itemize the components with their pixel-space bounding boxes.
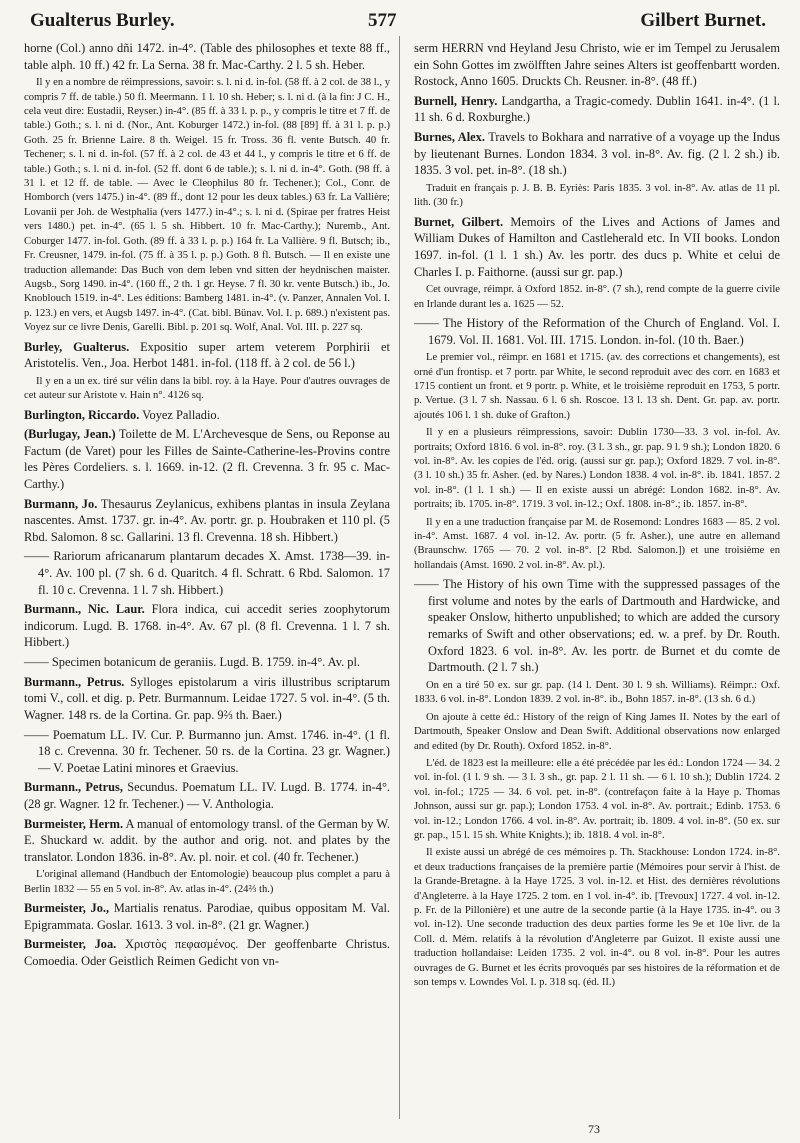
entry-headword: Burmeister, Joa. bbox=[24, 937, 117, 952]
catalog-entry bbox=[414, 214, 780, 280]
catalog-entry bbox=[24, 426, 390, 492]
entry-headword: Burmann, Jo. bbox=[24, 496, 98, 511]
catalog-entry bbox=[24, 654, 390, 671]
entry-text: Voyez Palladio. bbox=[139, 407, 220, 422]
entry-headword: Burlington, Riccardo. bbox=[24, 407, 140, 422]
catalog-entry bbox=[24, 674, 390, 724]
column-divider bbox=[399, 36, 400, 1119]
entry-text: Travels to Bokhara and narrative of a voyage up the Indus by lieutenant Burnes. London 1834. 3 vol. in-8°. Av. fig. (2 l. 2 sh.) ib. 1835. 3 vol. pet. in-8°. (18 sh.) bbox=[414, 130, 780, 178]
entry-text: Martialis renatus. Parodiae, quibus oppositam M. Val. Epigrammata. Goslar. 1613. 3 vol. in-8°. (21 gr. Wagner.) bbox=[24, 901, 391, 932]
entry-headword: (Burlugay, Jean.) bbox=[24, 427, 116, 442]
entry-text: L'original allemand (Handbuch der Entomologie) beaucoup plus complet a paru à Berlin 1832 — 55 en 5 vol. in-8°. Av. atlas in-4°. (24⅔ th.) bbox=[24, 869, 390, 895]
entry-text: Toilette de M. L'Archevesque de Sens, ou Reponse au Factum (de Varet) pour les Filles de Sainte-Catherine-les-Provins contre les Pères Cordeliers. s. l. 1669. in-12. (2 fl. Crevenna. 3 fr. 95 c. Mac-Carthy.) bbox=[24, 427, 390, 491]
entry-text: Il y en a une traduction française par M. de Rosemond: Londres 1683 — 85. 2 vol. in-4°. Amst. 1687. 4 vol. in-12. Av. portr. (5 fr. Asher.), une autre en allemand (Braunschw. 1765 — 70. 2 vol. in-8°. [2 Rbd. Salomon.]) et une troisième en hollandais (Amst. 1690. 2 vol. in-8°. Av. pl.). bbox=[414, 516, 780, 571]
entry-headword: Burmeister, Herm. bbox=[24, 816, 124, 831]
entry-text: horne (Col.) anno dñi 1472. in-4°. (Table des philosophes et texte 88 ff., table alph. 10 ff.) 42 fr. La Serna. 38 fr. Mac-Carthy. 2 l. 5 sh. Heber. bbox=[24, 41, 390, 72]
left-running-title: Gualterus Burley. bbox=[30, 10, 175, 31]
entry-headword: Burnet, Gilbert. bbox=[414, 214, 504, 229]
entry-text: A manual of entomology transl. of the German by W. E. Shuckard w. addit. by the author and orig. not. and plates by the translator. London 1836. in-8°. Av. pl. noir. et col. (40 fr. Techener.) bbox=[24, 816, 390, 864]
catalog-note bbox=[414, 757, 780, 843]
catalog-note bbox=[24, 868, 390, 897]
entry-text: —— Specimen botanicum de geraniis. Lugd. B. 1759. in-4°. Av. pl. bbox=[24, 655, 361, 670]
catalog-entry bbox=[24, 407, 390, 424]
left-column bbox=[24, 40, 390, 973]
catalog-note bbox=[414, 679, 780, 708]
entry-text: —— Rariorum africanarum plantarum decades X. Amst. 1738—39. in-4°. Av. 100 pl. (7 sh. 6 d. Quaritch. 4 fl. Schratt. 6 Rbd. Salomon. 17 fl. 10 c. Crevenna. 1 l. 7 sh. Hibbert.) bbox=[24, 549, 390, 597]
entry-text: Memoirs of the Lives and Actions of James and William Dukes of Hamilton and Castleherald etc. In VII books. London 1697. in-fol. (1 l. 1 sh.) Av. les portr. des ducs p. White et celui de Charles I. p. Faithorne. (aussi sur gr. pap.) bbox=[414, 214, 780, 279]
catalog-entry bbox=[414, 93, 780, 126]
entry-text: Flora indica, cui accedit series zoophytorum indicorum. Lugd. B. 1768. in-4°. Av. 67 pl. (8 fl. Crevenna. 1 l. 7 sh. Hibbert.) bbox=[24, 602, 390, 650]
catalog-entry bbox=[24, 900, 390, 933]
catalog-note bbox=[24, 375, 390, 404]
catalog-note bbox=[414, 846, 780, 990]
entry-text: —— The History of the Reformation of the Church of England. Vol. I. 1679. Vol. II. 1681. Vol. III. 1715. London. in-fol. (10 th. Baer.) bbox=[414, 315, 780, 347]
entry-text: —— The History of his own Time with the suppressed passages of the first volume and notes by the earls of Dartmouth and Hardwicke, and speaker Onslow, hitherto unpublished; to which are added the cursory remarks of Swift and other observations; ed. w. a pref. by Dr. Routh. Oxford 1823. 6 vol. in-8°. Av. les portr. de Burnet et du comte de Dartmouth. (2 l. 7 sh.) bbox=[414, 577, 780, 675]
catalog-entry bbox=[24, 936, 390, 969]
entry-headword: Burmann., Petrus. bbox=[24, 674, 125, 689]
catalog-entry bbox=[24, 339, 390, 372]
catalog-note bbox=[414, 351, 780, 423]
entry-text: Thesaurus Zeylanicus, exhibens plantas in insula Zeylana nascentes. Amst. 1737. gr. in-4°. Av. portr. gr. p. Houbraken et 110 pl. (5 Rbd. Salomon. 8 sc. Gallarini. 13 fl. Crevenna. 18 sh. Hibbert.) bbox=[24, 496, 390, 544]
entry-text: Il y en a un ex. tiré sur vélin dans la bibl. roy. à la Haye. Pour d'autres ouvrages de cet auteur sur Aristote v. Hain n°. 4126 sq. bbox=[24, 375, 390, 402]
catalog-note bbox=[414, 283, 780, 312]
entry-text: Secundus. Poematum LL. IV. Lugd. B. 1774. in-4°. (28 gr. Wagner. 12 fr. Techener.) — V. Anthologia. bbox=[24, 780, 390, 811]
entry-headword: Burmann., Nic. Laur. bbox=[24, 602, 145, 617]
entry-text: Il y en a nombre de réimpressions, savoir: s. l. ni d. in-fol. (58 ff. à 2 col. de 38 l., y compris 7 ff. de table.) 50 fl. Meermann. 1 l. 10 sh. Heber; s. l. ni d. (à la fin: J C. H., cela veut dire: Eustadii, Reyser.) in-4°. (85 ff. à 33 l. p. p., y compris le titre et 7 ff. de table.) Goth.; s. l. ni d. (Nor., Ant. Koburger 1472.) in-fol. (88 [89] ff. à 31 l. p. p.) Goth. 25 fr. Brienne Laire. 8 th. Weigel. 15 fr. Tross. 36 fl. vente Butsch. 40 fr. Techener; s. l. ni d. in-fol. (57 ff. à 2 col. de 43 et 44 l., y compris le titre et 6 ff. de table.) Goth.; s. l. ni d. in-fol. (52 ff. dont 6 de table.); s. l. ni d. in-4°. Goth. (98 ff. à 31 l. et 12 ff. de table. — Avec le Cleophilus 80 fr. Techener.); Col., Conr. de Homborch (vers 1475.) in-4°. (89 ff., dont 12 pour les deux tables.) 63 fr. La Vallière; Lovanii per Joh. de Westphalia (vers 1477.) in-4°.; s. l. ni d. (Spirae per fratres Heist vers 1480.) pet. in-4°. (65 l. 5 sh. Hibbert. 10 fr. Mac-Carthy.); Nuremb., Ant. Coburger 1477. in-fol. Goth. (89 ff. à 33 l. p. p.) 164 fr. La Vallière. 9 fl. Butsch; ib., Fr. Creusner, 1479. in-fol. (75 ff. à 35 l. p. p.) Goth. 8 fl. Butsch. — Il en existe une traduction allemande: Das Buch von dem leben vnd sitten der heydnischen maister. Augsb., Sorg 1490. in-4°. (160 ff., 2 th. 1 gr. Heyse. 7 fl. 30 kr. vente Butsch.) ib., Jo. Knoblouch 1519. in-4°. Les éditions: Bamberg 1481. in-4°. (v. Panzer, Annalen Vol. I. p. 123.) en vers, et Augsb 1497. in-4°. (Cat. bibl. Bünav. Vol. I. p. 689.) n'existent pas. Voyez sur ce livre Denis, Garelli. Bibl. p. 201 sq. Wolf, Anal. Vol. III. p. 227 sq. bbox=[24, 77, 390, 334]
entry-text: Landgartha, a Tragic-comedy. Dublin 1641. in-4°. (1 l. 11 sh. 6 d. Roxburghe.) bbox=[414, 93, 781, 125]
entry-text: Sylloges epistolarum a viris illustribus scriptarum tomi V., coll. et dig. p. Petr. Burmannum. Leidae 1727. 5 vol. in-4°. (5 th. Wagner. 148 rs. de la Cortina. Gr. pap. 9⅔ th. Baer.) bbox=[24, 674, 390, 722]
catalog-entry bbox=[414, 315, 780, 348]
right-column bbox=[414, 40, 780, 993]
entry-text: Χριστὸς πεφασμένος. Der geoffenbarte Christus. Comoedia. Oder Geistlich Reimen Gedicht von vn- bbox=[24, 937, 390, 969]
entry-headword: Burnell, Henry. bbox=[414, 93, 498, 108]
signature-mark: 73 bbox=[588, 1122, 600, 1136]
catalog-note bbox=[414, 711, 780, 754]
entry-text: Cet ouvrage, réimpr. à Oxford 1852. in-8°. (7 sh.), rend compte de la guerre civile en Irlande durant les a. 1625 — 52. bbox=[414, 284, 780, 310]
catalog-entry bbox=[24, 548, 390, 598]
entry-headword: Burnes, Alex. bbox=[414, 130, 485, 145]
catalog-entry bbox=[414, 40, 780, 90]
catalog-note bbox=[414, 182, 780, 211]
catalog-entry bbox=[24, 727, 390, 777]
page-number: 577 bbox=[368, 10, 397, 31]
running-header bbox=[28, 4, 772, 30]
catalog-entry bbox=[24, 40, 390, 73]
entry-headword: Burmann., Petrus, bbox=[24, 780, 123, 795]
entry-headword: Burmeister, Jo., bbox=[24, 901, 110, 916]
entry-text: Il existe aussi un abrégé de ces mémoires p. Th. Stackhouse: London 1724. in-8°. et deux traductions françaises de la première partie (Mémoires pour servir à l'hist. de la Grande-Bretagne. à la Haye 1725. 3 vol. in-12. et Hist. des dernières révolutions d'Angleterre. à la Haye 1725. 2 tom. en 1 vol. in-4°. ib. [Trevoux] 1727. 4 vol. in-12. p. Fr. de la Pillonière) et une autre de la seconde partie (à la Haye 1735. in-4°. ou 3 vol. in-12). Une seconde traduction des deux parties forme les 9e et 10e livr. de la Coll. d. Mém. relatifs à la révolution d'Angleterre par Guizot. Il existe aussi une traduction hollandaise: Leiden 1735. 2 vol. in-4°. ou 8 vol. in-8°. Pour les autres ouvrages de G. Burnet et les écrits provoqués par ses histoires de la réformation et de son temps v. Lowndes Vol. I. p. 318 sq. (éd. II.) bbox=[414, 847, 780, 989]
entry-text: Traduit en français p. J. B. B. Eyriès: Paris 1835. 3 vol. in-8°. Av. atlas de 11 pl. lith. (30 fr.) bbox=[414, 182, 780, 209]
catalog-note bbox=[414, 516, 780, 574]
entry-text: Le premier vol., réimpr. en 1681 et 1715. (av. des corrections et changements), est orné d'un frontisp. et 7 portr. par White, le second reproduit avec des corr. en 1683 et 1715 contient un front. et 9 portr. p. White, et le troisième reproduit en 1753, 5 portr. p. Vertue. (3 l. 7 sh. Nassau. 6 l. 6 sh. Roscoe. 13 l. 13 sh. Dent. Gr. pap. av. portr. ajoutés 106 l. 1 sh. duke of Grafton.) bbox=[414, 352, 780, 421]
entry-headword: Burley, Gualterus. bbox=[24, 339, 130, 354]
catalog-entry bbox=[24, 496, 390, 546]
catalog-note bbox=[414, 426, 780, 512]
entry-text: serm HERRN vnd Heyland Jesu Christo, wie er im Tempel zu Jerusalem ein Sohn Gottes im zwölfften Jahre seines Alters ist geoffenbartt worden. Rostock, Anno 1605. Druckts Ch. Reusner. in-8°. (48 ff.) bbox=[414, 41, 780, 89]
right-running-title: Gilbert Burnet. bbox=[640, 10, 766, 31]
entry-text: —— Poematum LL. IV. Cur. P. Burmanno jun. Amst. 1746. in-4°. (1 fl. 18 c. Crevenna. 30 fr. Techener. 50 rs. de la Cortina. 23 gr. Wagner.) — V. Poetae Latini minores et Graevius. bbox=[24, 727, 390, 775]
entry-text: L'éd. de 1823 est la meilleure: elle a été précédée par les éd.: London 1724 — 34. 2 vol. in-fol. (1 l. 9 sh. — 3 l. 3 sh., gr. pap. 2 l. 11 sh. — 6 l. 10 sh.); Dublin 1724. 2 vol. in-fol.; 1725 — 34. 6 vol. pet. in-8°. (contrefaçon faite à la Haye p. Thomas Johnson, aussi sur gr. pap.); London 1753. 4 vol. in-8°. Av. portrait.; Edinb. 1753. 6 vol. in-12.; London 1766. 4 vol. in-8°. Av. portrait; ib. 1809. 4 vol. in-8°. (50 ex. sur gr. pap., 15 l. 15 sh. White Knights.); ib. 1818. 4 vol. in-8°. bbox=[414, 757, 780, 841]
catalog-entry bbox=[24, 779, 390, 812]
entry-text: Il y en a plusieurs réimpressions, savoir: Dublin 1730—33. 3 vol. in-fol. Av. portraits; Oxford 1816. 6 vol. in-8°. roy. (3 l. 3 sh., gr. pap. 9 l. 9 sh.); London 1820. 6 vol. in-8°. Av. les copies de l'éd. orig. (aussi sur gr. pap.); Oxford 1829. 7 vol. in-8°. (3 l. 10 sh.) 35 fr. Asher. (ed. by Nares.) London 1838. 4 vol. in-8°. ib. 1841. 1857. 2 vol. in-8°. (1 l. 1 sh.) — Il en existe aussi un abrégé: London 1682. in-8°. Av. portraits; ib. 1705. in-8°. 1719. 3 vol. in-12.; Oxf. 1808. in-8°.; ib. 1857. in-8°. bbox=[414, 427, 780, 511]
catalog-entry bbox=[24, 601, 390, 651]
catalog-entry bbox=[24, 816, 390, 866]
catalog-entry bbox=[414, 129, 780, 179]
entry-text: On en a tiré 50 ex. sur gr. pap. (14 l. Dent. 30 l. 9 sh. Williams). Réimpr.: Oxf. 1833. 6 vol. in-8°. London 1839. 2 vol. in-8°. ib., Bohn 1857. in-8°. (13 sh. 6 d.) bbox=[414, 679, 780, 706]
catalog-note bbox=[24, 76, 390, 335]
catalog-entry bbox=[414, 576, 780, 676]
entry-text: On ajoute à cette éd.: History of the reign of King James II. Notes by the earl of Dartmouth, Speaker Onslow and Dean Swift. Additional observations now enlarged and edited (by Dr. Routh). Oxford 1852. in-8°. bbox=[414, 711, 780, 752]
entry-text: Expositio super artem veterem Porphirii et Aristotelis. Ven., Joa. Herbot 1481. in-fol. (118 ff. à 2 col. de 56 l.) bbox=[24, 339, 390, 371]
